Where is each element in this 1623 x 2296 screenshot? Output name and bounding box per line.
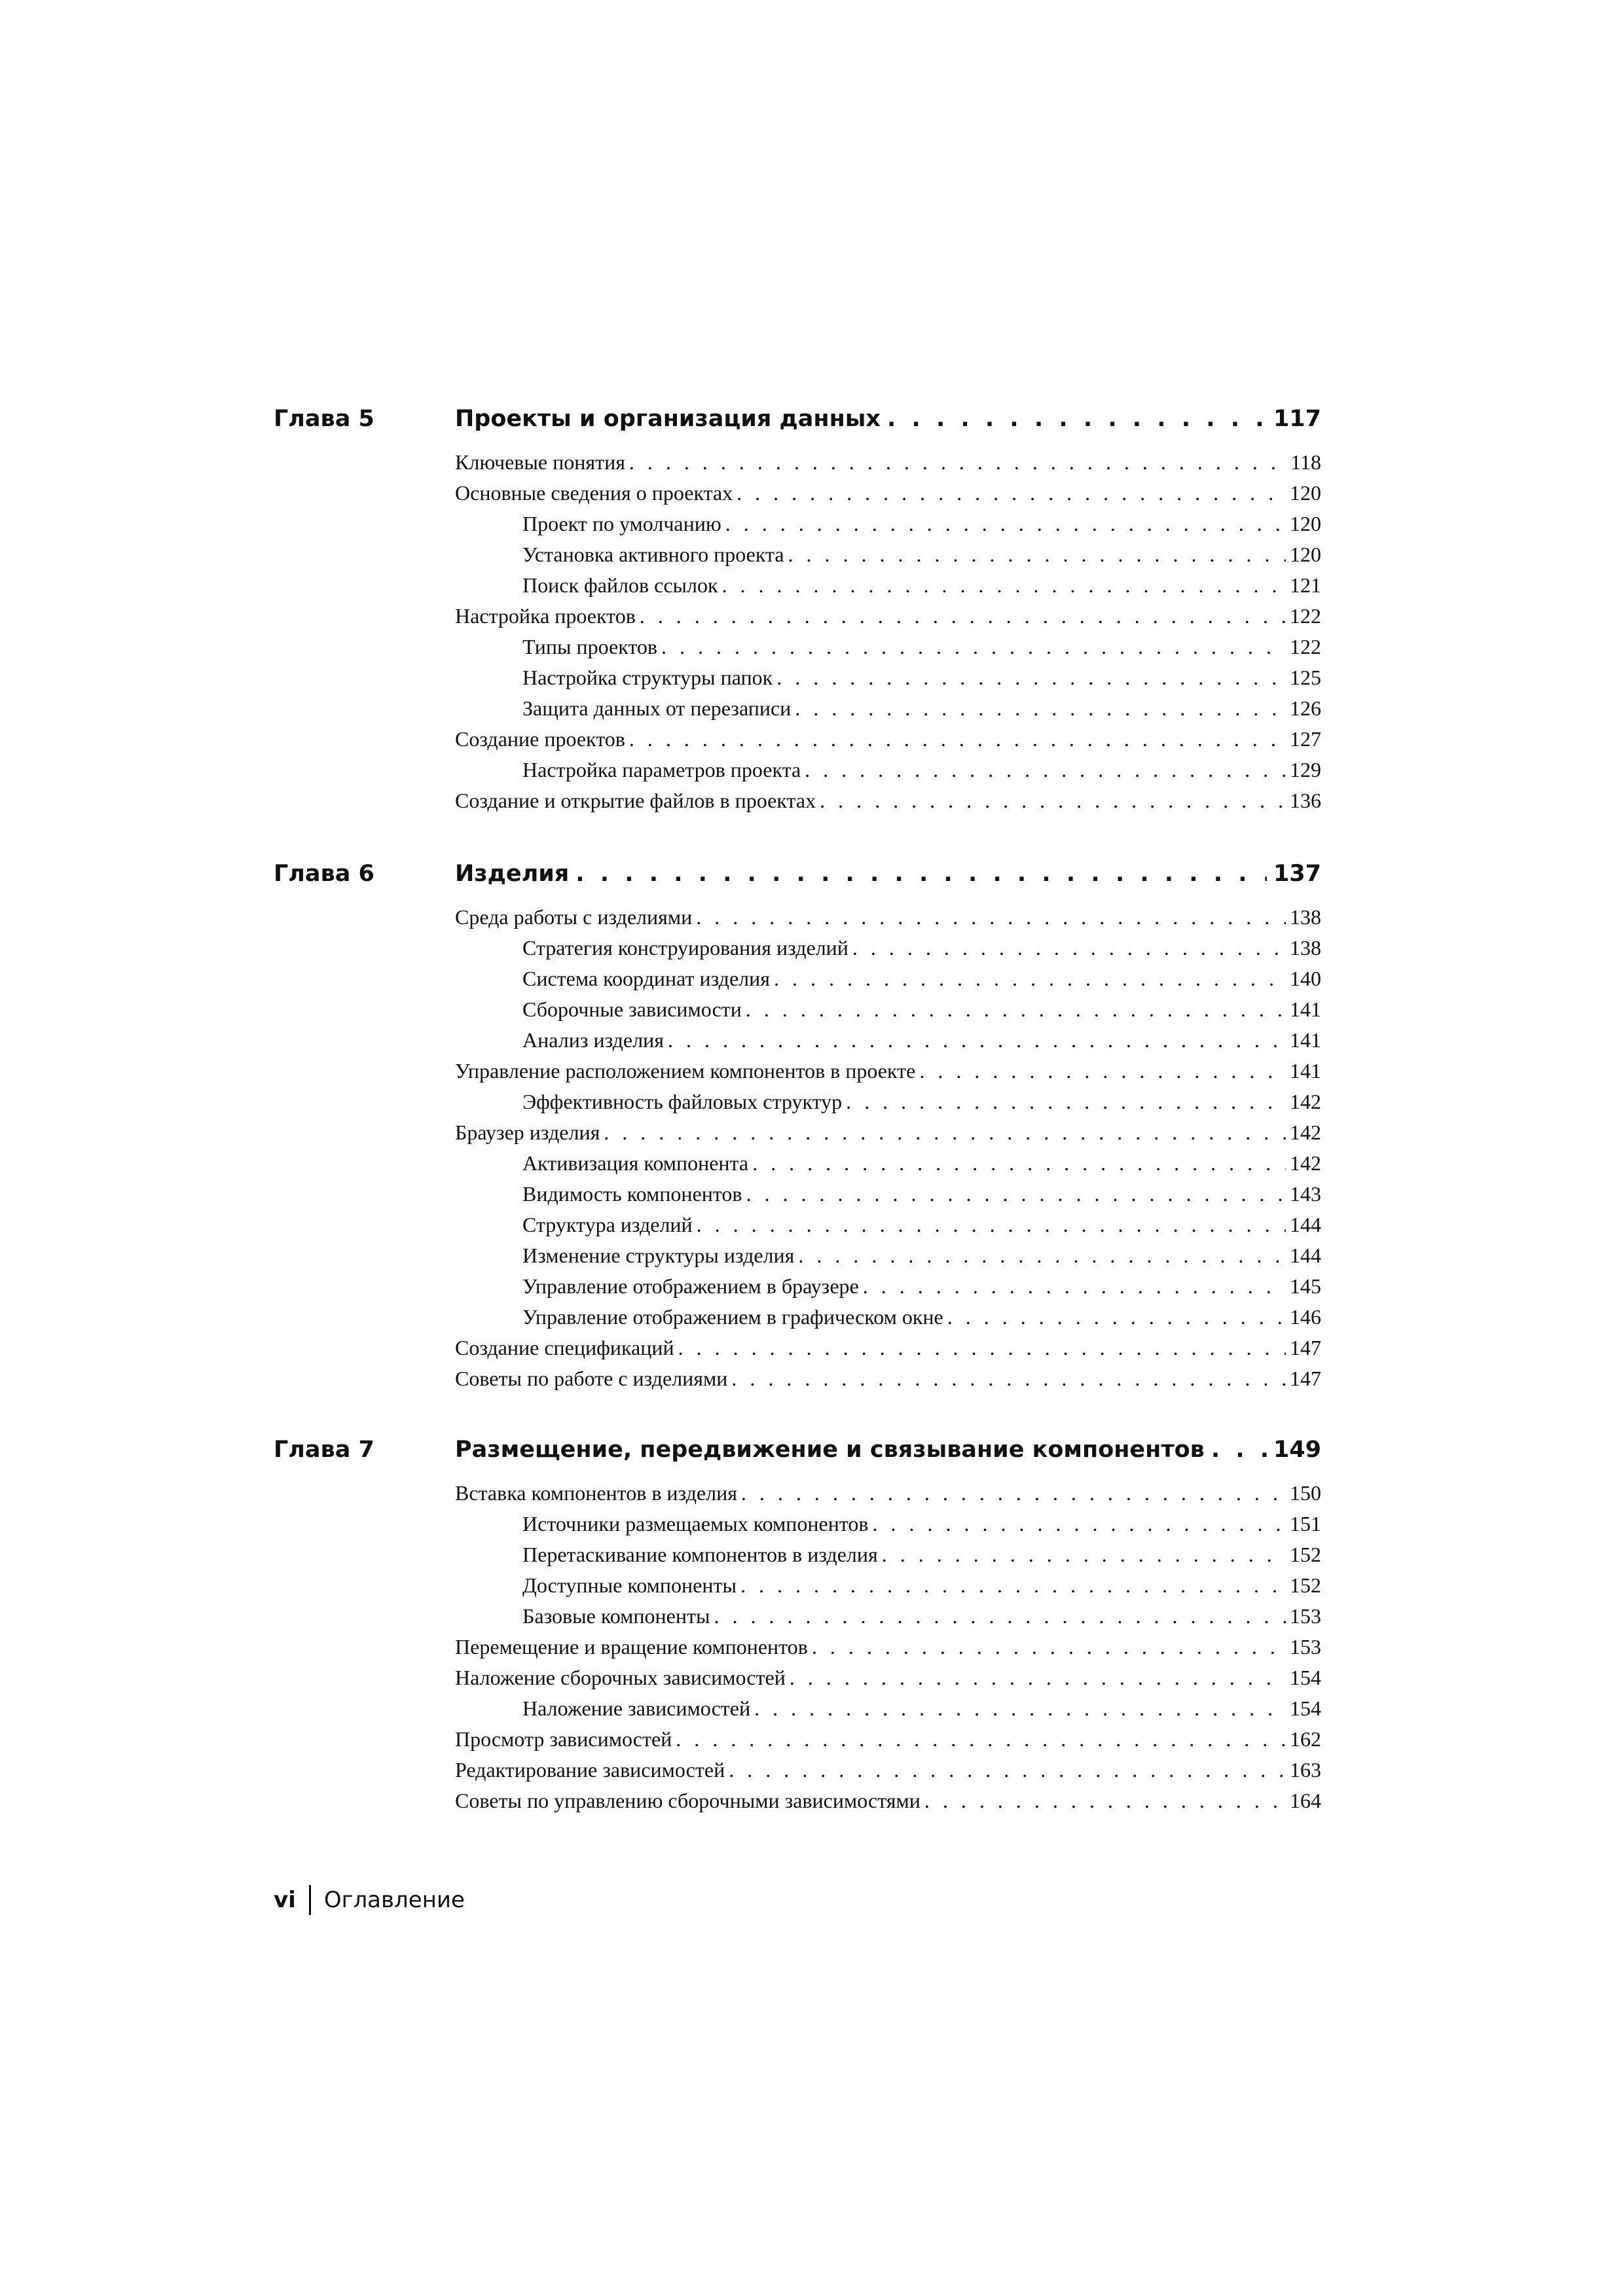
entry-title: Наложение сборочных зависимостей [455, 1666, 786, 1689]
leader-dots [696, 905, 1286, 929]
toc-subentry[interactable] [522, 936, 1321, 967]
leader-dots [820, 789, 1286, 813]
entry-page-number: 120 [1290, 481, 1321, 505]
chapter-label: Глава 6 [274, 861, 374, 887]
toc-subentry[interactable] [522, 758, 1321, 789]
toc-subentry[interactable] [522, 635, 1321, 666]
toc-subentry[interactable] [522, 1213, 1321, 1244]
leader-dots [798, 1244, 1286, 1268]
toc-entry[interactable] [455, 1336, 1321, 1367]
entry-page-number: 121 [1290, 573, 1321, 597]
entry-page-number: 126 [1290, 696, 1321, 720]
entry-page-number: 141 [1290, 997, 1321, 1021]
entry-page-number: 127 [1290, 727, 1321, 751]
entry-page-number: 142 [1290, 1090, 1321, 1113]
chapter-heading[interactable] [274, 861, 1321, 900]
entry-title: Типы проектов [522, 635, 658, 658]
chapter-page-number: 117 [1273, 406, 1321, 432]
entry-list [274, 450, 1321, 819]
entry-title: Активизация компонента [522, 1151, 749, 1175]
entry-title: Создание спецификаций [455, 1336, 674, 1359]
leader-dots [790, 1666, 1286, 1690]
entry-title: Редактирование зависимостей [455, 1758, 725, 1782]
toc-entry[interactable] [455, 1367, 1321, 1397]
toc-subentry[interactable] [522, 1512, 1321, 1543]
chapter-section [274, 406, 1321, 819]
leader-dots [852, 936, 1286, 960]
entry-title: Поиск файлов ссылок [522, 573, 718, 597]
entry-title: Ключевые понятия [455, 450, 625, 474]
chapter-section [274, 861, 1321, 1397]
toc-entry[interactable] [455, 1727, 1321, 1758]
leader-dots [774, 967, 1286, 991]
entry-page-number: 164 [1290, 1789, 1321, 1812]
entry-page-number: 120 [1290, 512, 1321, 535]
entry-page-number: 141 [1290, 1059, 1321, 1083]
footer-divider [309, 1885, 311, 1915]
toc-entry[interactable] [455, 727, 1321, 758]
entry-title: Анализ изделия [522, 1028, 664, 1052]
entry-title: Видимость компонентов [522, 1182, 742, 1206]
leader-dots [788, 543, 1286, 567]
toc-subentry[interactable] [522, 1182, 1321, 1213]
entry-title: Создание проектов [455, 727, 625, 751]
leader-dots [731, 1367, 1286, 1391]
toc-subentry[interactable] [522, 1151, 1321, 1182]
toc-entry[interactable] [455, 1635, 1321, 1666]
entry-title: Система координат изделия [522, 967, 770, 990]
entry-page-number: 138 [1290, 905, 1321, 929]
toc-subentry[interactable] [522, 1090, 1321, 1121]
entry-title: Управление отображением в графическом окне [522, 1305, 943, 1329]
entry-page-number: 144 [1290, 1244, 1321, 1267]
toc-entry[interactable] [455, 1481, 1321, 1512]
entry-page-number: 138 [1290, 936, 1321, 960]
leader-dots [812, 1635, 1286, 1659]
entry-page-number: 150 [1290, 1481, 1321, 1505]
entry-list [274, 905, 1321, 1397]
entry-title: Установка активного проекта [522, 543, 784, 566]
leader-dots [604, 1121, 1286, 1145]
chapter-heading[interactable] [274, 406, 1321, 445]
leader-dots [729, 1758, 1286, 1782]
leader-dots [1211, 1437, 1267, 1463]
entry-page-number: 147 [1290, 1336, 1321, 1359]
entry-page-number: 125 [1290, 666, 1321, 689]
entry-page-number: 122 [1290, 635, 1321, 658]
leader-dots [722, 573, 1286, 598]
toc-entry[interactable] [455, 1758, 1321, 1789]
toc-subentry[interactable] [522, 1543, 1321, 1573]
leader-dots [678, 1336, 1286, 1360]
leader-dots [924, 1789, 1286, 1813]
toc-subentry[interactable] [522, 967, 1321, 997]
leader-dots [640, 604, 1286, 628]
toc-subentry[interactable] [522, 666, 1321, 696]
entry-page-number: 129 [1290, 758, 1321, 781]
leader-dots [629, 727, 1286, 751]
entry-title: Создание и открытие файлов в проектах [455, 789, 816, 812]
chapter-label: Глава 5 [274, 406, 374, 432]
entry-title: Советы по управлению сборочными зависимостями [455, 1789, 921, 1812]
entry-title: Эффективность файловых структур [522, 1090, 843, 1113]
leader-dots [737, 481, 1286, 505]
leader-dots [947, 1305, 1286, 1329]
entry-title: Настройка параметров проекта [522, 758, 801, 781]
entry-page-number: 145 [1290, 1274, 1321, 1298]
entry-title: Доступные компоненты [522, 1573, 737, 1597]
leader-dots [873, 1512, 1286, 1536]
chapter-label: Глава 7 [274, 1437, 374, 1463]
toc-entry[interactable] [455, 905, 1321, 936]
leader-dots [740, 1573, 1286, 1598]
entry-title: Просмотр зависимостей [455, 1727, 672, 1751]
toc-entry[interactable] [455, 604, 1321, 635]
leader-dots [863, 1274, 1286, 1299]
leader-dots [882, 1543, 1286, 1567]
entry-page-number: 143 [1290, 1182, 1321, 1206]
leader-dots [741, 1481, 1286, 1505]
chapter-title: Размещение, передвижение и связывание компонентов [455, 1437, 1205, 1463]
leader-dots [668, 1028, 1286, 1052]
entry-title: Структура изделий [522, 1213, 693, 1236]
leader-dots [697, 1213, 1286, 1237]
entry-title: Перетаскивание компонентов в изделия [522, 1543, 878, 1566]
chapter-section [274, 1437, 1321, 1820]
entry-page-number: 118 [1290, 450, 1321, 474]
entry-title: Наложение зависимостей [522, 1696, 751, 1720]
entry-title: Защита данных от перезаписи [522, 696, 792, 720]
entry-page-number: 120 [1290, 543, 1321, 566]
entry-page-number: 147 [1290, 1367, 1321, 1390]
entry-title: Основные сведения о проектах [455, 481, 733, 505]
chapter-title: Проекты и организация данных [455, 406, 881, 432]
entry-title: Браузер изделия [455, 1121, 600, 1144]
toc-subentry[interactable] [522, 543, 1321, 573]
toc-entry[interactable] [455, 1121, 1321, 1151]
entry-page-number: 142 [1290, 1151, 1321, 1175]
entry-page-number: 162 [1290, 1727, 1321, 1751]
toc-subentry[interactable] [522, 1573, 1321, 1604]
leader-dots [714, 1604, 1286, 1628]
toc-subentry[interactable] [522, 997, 1321, 1028]
leader-dots [752, 1151, 1286, 1175]
leader-dots [746, 997, 1286, 1022]
entry-title: Сборочные зависимости [522, 997, 742, 1021]
page-footer [274, 1885, 465, 1915]
chapter-title: Изделия [455, 861, 570, 887]
entry-title: Настройка структуры папок [522, 666, 773, 689]
toc-subentry[interactable] [522, 1696, 1321, 1727]
toc-subentry[interactable] [522, 1305, 1321, 1336]
entry-page-number: 122 [1290, 604, 1321, 628]
toc-subentry[interactable] [522, 1244, 1321, 1274]
leader-dots [754, 1696, 1286, 1721]
entry-title: Среда работы с изделиями [455, 905, 693, 929]
toc-entry[interactable] [455, 1789, 1321, 1820]
entry-title: Базовые компоненты [522, 1604, 710, 1628]
leader-dots [661, 635, 1286, 659]
entry-title: Перемещение и вращение компонентов [455, 1635, 808, 1659]
toc-subentry[interactable] [522, 573, 1321, 604]
entry-page-number: 136 [1290, 789, 1321, 812]
entry-page-number: 152 [1290, 1543, 1321, 1566]
chapter-page-number: 137 [1273, 861, 1321, 887]
entry-page-number: 154 [1290, 1696, 1321, 1720]
leader-dots [887, 406, 1267, 432]
entry-title: Проект по умолчанию [522, 512, 721, 535]
entry-page-number: 151 [1290, 1512, 1321, 1535]
entry-page-number: 163 [1290, 1758, 1321, 1782]
entry-page-number: 146 [1290, 1305, 1321, 1329]
entry-title: Настройка проектов [455, 604, 636, 628]
entry-title: Управление расположением компонентов в проекте [455, 1059, 916, 1083]
toc-subentry[interactable] [522, 1604, 1321, 1635]
entry-title: Советы по работе с изделиями [455, 1367, 728, 1390]
entry-title: Стратегия конструирования изделий [522, 936, 848, 960]
entry-page-number: 144 [1290, 1213, 1321, 1236]
entry-page-number: 152 [1290, 1573, 1321, 1597]
toc-entry[interactable] [455, 1059, 1321, 1090]
leader-dots [805, 758, 1286, 782]
toc-entry[interactable] [455, 481, 1321, 512]
entry-title: Источники размещаемых компонентов [522, 1512, 869, 1535]
running-footer-title: Оглавление [323, 1887, 465, 1913]
entry-title: Изменение структуры изделия [522, 1244, 795, 1267]
leader-dots [846, 1090, 1286, 1114]
entry-page-number: 154 [1290, 1666, 1321, 1689]
chapter-page-number: 149 [1273, 1437, 1321, 1463]
toc-entry[interactable] [455, 450, 1321, 481]
toc-entry[interactable] [455, 789, 1321, 819]
leader-dots [795, 696, 1286, 721]
entry-page-number: 153 [1290, 1604, 1321, 1628]
leader-dots [919, 1059, 1286, 1083]
entry-list [274, 1481, 1321, 1820]
entry-page-number: 142 [1290, 1121, 1321, 1144]
toc-subentry[interactable] [522, 696, 1321, 727]
entry-title: Управление отображением в браузере [522, 1274, 859, 1298]
entry-page-number: 153 [1290, 1635, 1321, 1659]
toc-subentry[interactable] [522, 1274, 1321, 1305]
leader-dots [725, 512, 1286, 536]
leader-dots [676, 1727, 1286, 1751]
toc-subentry[interactable] [522, 1028, 1321, 1059]
leader-dots [746, 1182, 1286, 1206]
chapter-heading[interactable] [274, 1437, 1321, 1476]
folio-number: vi [274, 1887, 296, 1913]
leader-dots [776, 666, 1286, 690]
leader-dots [629, 450, 1286, 475]
toc-subentry[interactable] [522, 512, 1321, 543]
toc-entry[interactable] [455, 1666, 1321, 1696]
leader-dots [575, 861, 1267, 887]
entry-page-number: 141 [1290, 1028, 1321, 1052]
entry-title: Вставка компонентов в изделия [455, 1481, 737, 1505]
entry-page-number: 140 [1290, 967, 1321, 990]
